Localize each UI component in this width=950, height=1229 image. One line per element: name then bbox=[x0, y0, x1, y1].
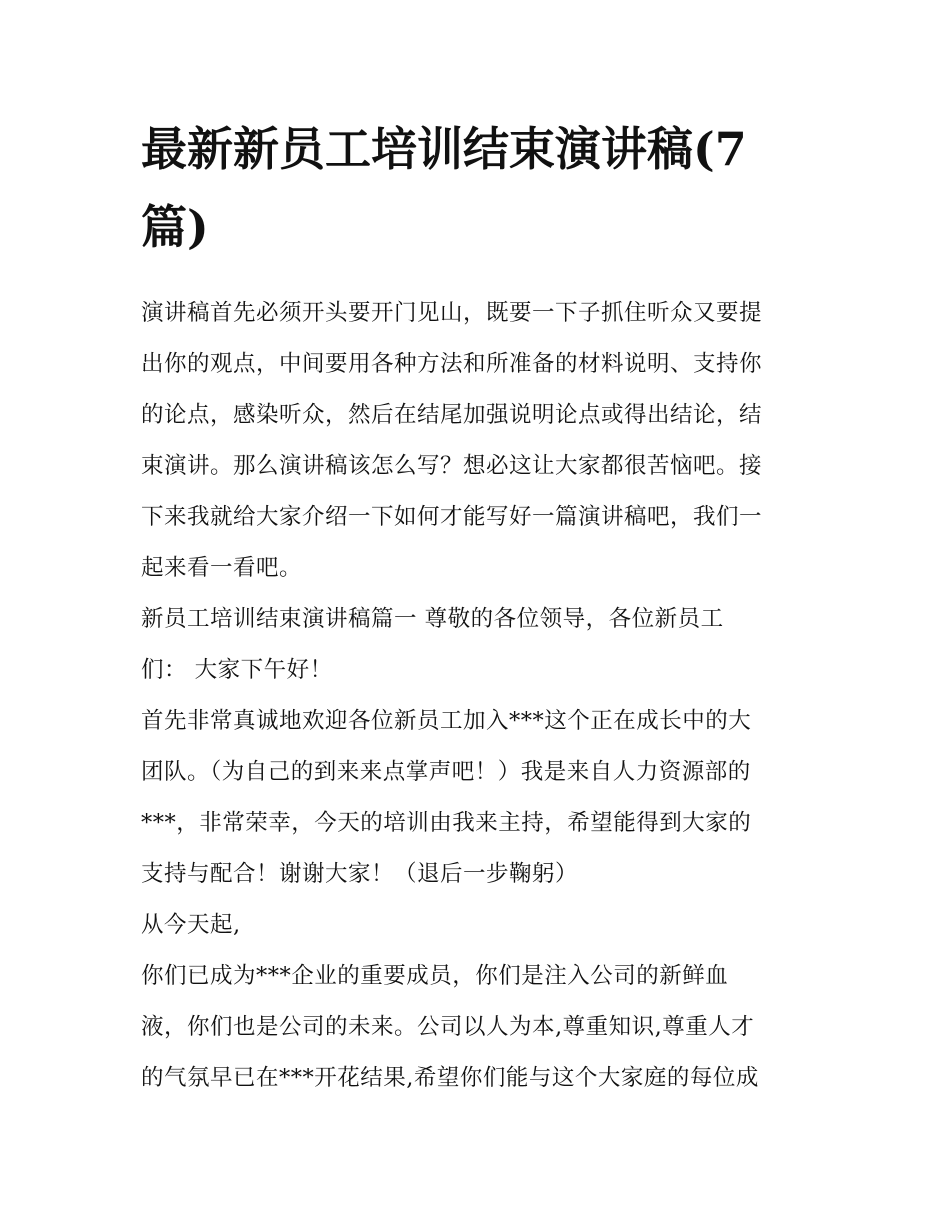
paragraph-line: 们： 大家下午好！ bbox=[141, 657, 333, 683]
paragraph-line: 液，你们也是公司的未来。公司以人为本,尊重知识,尊重人才 bbox=[141, 1014, 755, 1040]
paragraph-line: 从今天起, bbox=[141, 912, 241, 938]
title-line: 最新新员工培训结束演讲稿(7 bbox=[141, 122, 747, 176]
paragraph-line: 新员工培训结束演讲稿篇一 尊敬的各位领导，各位新员工 bbox=[141, 606, 724, 632]
paragraph-line: 首先非常真诚地欢迎各位新员工加入***这个正在成长中的大 bbox=[141, 708, 752, 734]
document-title bbox=[141, 110, 813, 266]
members-paragraph bbox=[141, 951, 813, 1104]
paragraph-line: 的论点，感染听众，然后在结尾加强说明论点或得出结论，结 bbox=[141, 402, 763, 428]
from-today-paragraph bbox=[141, 900, 813, 951]
paragraph-line: ***，非常荣幸，今天的培训由我来主持，希望能得到大家的 bbox=[141, 810, 752, 836]
paragraph-line: 演讲稿首先必须开头要开门见山，既要一下子抓住听众又要提 bbox=[141, 300, 763, 326]
paragraph-line: 的气氛早已在***开花结果,希望你们能与这个大家庭的每位成 bbox=[141, 1065, 759, 1091]
paragraph-line: 出你的观点，中间要用各种方法和所准备的材料说明、支持你 bbox=[141, 351, 763, 377]
paragraph-line: 下来我就给大家介绍一下如何才能写好一篇演讲稿吧，我们一 bbox=[141, 504, 763, 530]
title-line: 篇) bbox=[141, 200, 209, 254]
welcome-paragraph bbox=[141, 696, 813, 900]
intro-paragraph bbox=[141, 288, 813, 594]
paragraph-line: 起来看一看吧。 bbox=[141, 555, 303, 581]
document-page bbox=[141, 110, 813, 1104]
paragraph-line: 束演讲。那么演讲稿该怎么写？想必这让大家都很苦恼吧。接 bbox=[141, 453, 763, 479]
paragraph-line: 支持与配合！谢谢大家！（退后一步鞠躬） bbox=[141, 861, 579, 887]
paragraph-line: 团队。（为自己的到来来点掌声吧！）我是来自人力资源部的 bbox=[141, 759, 751, 785]
speech-heading-paragraph bbox=[141, 594, 813, 696]
paragraph-line: 你们已成为***企业的重要成员，你们是注入公司的新鲜血 bbox=[141, 963, 729, 989]
